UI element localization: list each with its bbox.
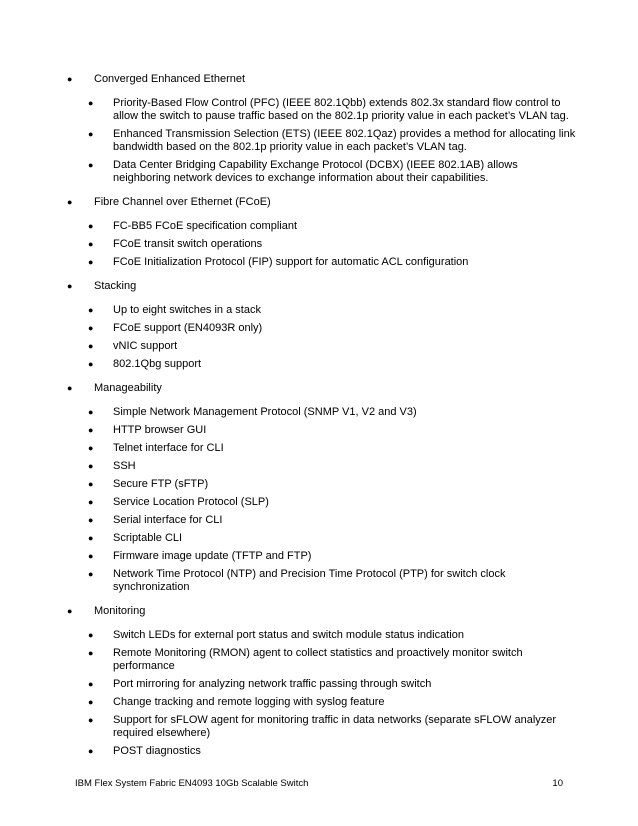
section-title: Stacking: [94, 280, 137, 292]
list-item: [0, 97, 638, 123]
list-item: [0, 714, 638, 740]
list-item-text: Data Center Bridging Capability Exchange Protocol (DCBX) (IEEE 802.1AB) allows neighboring network devices to exchange information about their capabilities.: [113, 159, 518, 184]
list-item: [0, 550, 638, 563]
bullet-icon: ●: [88, 746, 94, 756]
list-item: [0, 442, 638, 455]
section-title: Converged Enhanced Ethernet: [94, 73, 246, 85]
list-item-text: Enhanced Transmission Selection (ETS) (IEEE 802.1Qaz) provides a method for allocating link bandwidth based on the 802.1p priority value in each packet’s VLAN tag.: [113, 128, 576, 153]
sub-list: [0, 97, 638, 185]
bullet-icon: ●: [67, 197, 73, 207]
list-item-text: Switch LEDs for external port status and switch module status indication: [113, 629, 464, 641]
feature-list: [0, 73, 638, 769]
bullet-icon: ●: [88, 515, 94, 525]
bullet-icon: ●: [88, 443, 94, 453]
list-item: [0, 532, 638, 545]
sub-list: [0, 220, 638, 269]
list-item: [0, 496, 638, 509]
bullet-icon: ●: [88, 551, 94, 561]
bullet-icon: ●: [88, 129, 94, 139]
bullet-icon: ●: [88, 305, 94, 315]
bullet-icon: ●: [88, 630, 94, 640]
list-item-text: Simple Network Management Protocol (SNMP V1, V2 and V3): [113, 406, 417, 418]
bullet-icon: ●: [88, 569, 94, 579]
bullet-icon: ●: [88, 98, 94, 108]
list-item-text: FCoE Initialization Protocol (FIP) support for automatic ACL configuration: [113, 256, 469, 268]
list-item: [0, 358, 638, 371]
list-item-text: POST diagnostics: [113, 745, 201, 757]
bullet-icon: ●: [88, 341, 94, 351]
bullet-icon: ●: [88, 425, 94, 435]
section-title: Monitoring: [94, 605, 146, 617]
list-item: [0, 256, 638, 269]
section-item: [0, 382, 638, 395]
list-item: [0, 745, 638, 758]
section-item: [0, 73, 638, 86]
list-item-text: FCoE transit switch operations: [113, 238, 263, 250]
bullet-icon: ●: [88, 323, 94, 333]
bullet-icon: ●: [88, 257, 94, 267]
bullet-icon: ●: [88, 533, 94, 543]
bullet-icon: ●: [88, 407, 94, 417]
list-item: [0, 128, 638, 154]
bullet-icon: ●: [88, 160, 94, 170]
list-item-text: Secure FTP (sFTP): [113, 478, 209, 490]
list-item-text: Port mirroring for analyzing network traffic passing through switch: [113, 678, 432, 690]
section-title: Fibre Channel over Ethernet (FCoE): [94, 196, 271, 208]
list-item-text: Telnet interface for CLI: [113, 442, 224, 454]
list-item: [0, 647, 638, 673]
list-item-text: Priority-Based Flow Control (PFC) (IEEE 802.1Qbb) extends 802.3x standard flow control to allow the switch to pause traffic based on the 802.1p priority value in each packet’s VLAN tag.: [113, 97, 569, 122]
section-item: [0, 605, 638, 618]
list-item-text: Scriptable CLI: [113, 532, 183, 544]
list-item: [0, 304, 638, 317]
list-item: [0, 568, 638, 594]
list-item-text: SSH: [113, 460, 136, 472]
list-item-text: Remote Monitoring (RMON) agent to collect statistics and proactively monitor switch performance: [113, 647, 523, 672]
list-item-text: FCoE support (EN4093R only): [113, 322, 263, 334]
section-item: [0, 280, 638, 293]
sub-list: [0, 406, 638, 594]
section-title: Manageability: [94, 382, 162, 394]
list-item: [0, 322, 638, 335]
list-item-text: Firmware image update (TFTP and FTP): [113, 550, 312, 562]
list-item: [0, 514, 638, 527]
list-item: [0, 424, 638, 437]
list-item: [0, 678, 638, 691]
bullet-icon: ●: [88, 715, 94, 725]
list-item: [0, 159, 638, 185]
list-item: [0, 696, 638, 709]
bullet-icon: ●: [88, 359, 94, 369]
bullet-icon: ●: [88, 479, 94, 489]
bullet-icon: ●: [67, 606, 73, 616]
bullet-icon: ●: [88, 648, 94, 658]
list-item-text: HTTP browser GUI: [113, 424, 207, 436]
list-item: [0, 238, 638, 251]
footer-title: IBM Flex System Fabric EN4093 10Gb Scalable Switch: [75, 778, 309, 789]
page-number: 10: [552, 778, 563, 789]
bullet-icon: ●: [67, 383, 73, 393]
list-item-text: FC-BB5 FCoE specification compliant: [113, 220, 298, 232]
bullet-icon: ●: [88, 461, 94, 471]
list-item-text: Serial interface for CLI: [113, 514, 223, 526]
list-item: [0, 220, 638, 233]
list-item-text: Support for sFLOW agent for monitoring traffic in data networks (separate sFLOW analyzer required elsewhere): [113, 714, 557, 739]
sub-list: [0, 304, 638, 371]
list-item-text: Service Location Protocol (SLP): [113, 496, 269, 508]
bullet-icon: ●: [88, 697, 94, 707]
bullet-icon: ●: [88, 679, 94, 689]
bullet-icon: ●: [88, 497, 94, 507]
bullet-icon: ●: [88, 221, 94, 231]
list-item: [0, 340, 638, 353]
sub-list: [0, 629, 638, 758]
list-item: [0, 478, 638, 491]
list-item-text: Change tracking and remote logging with syslog feature: [113, 696, 385, 708]
list-item-text: Network Time Protocol (NTP) and Precision Time Protocol (PTP) for switch clock synchronization: [113, 568, 506, 593]
list-item: [0, 629, 638, 642]
section-item: [0, 196, 638, 209]
list-item-text: Up to eight switches in a stack: [113, 304, 261, 316]
bullet-icon: ●: [88, 239, 94, 249]
list-item: [0, 406, 638, 419]
bullet-icon: ●: [67, 74, 73, 84]
list-item: [0, 460, 638, 473]
list-item-text: 802.1Qbg support: [113, 358, 202, 370]
bullet-icon: ●: [67, 281, 73, 291]
list-item-text: vNIC support: [113, 340, 178, 352]
